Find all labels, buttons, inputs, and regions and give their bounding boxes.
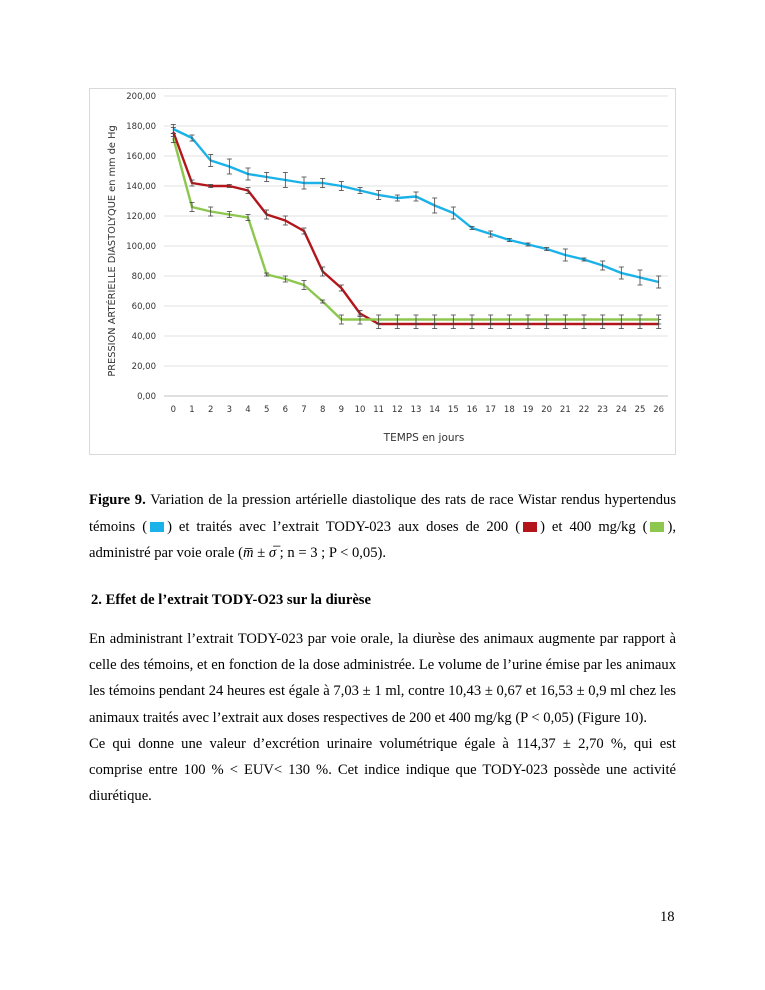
- x-tick-label: 13: [410, 405, 422, 415]
- legend-swatch-200: [523, 522, 537, 532]
- page-number: 18: [660, 909, 675, 925]
- caption-text-5: ; n = 3 ; P < 0,05).: [276, 545, 387, 561]
- x-tick-label: 6: [282, 405, 289, 415]
- x-tick-label: 0: [170, 405, 177, 415]
- x-tick-label: 15: [447, 405, 459, 415]
- x-tick-label: 9: [338, 405, 345, 415]
- y-tick-label: 160,00: [126, 152, 156, 162]
- y-tick-label: 100,00: [126, 242, 156, 252]
- x-tick-label: 14: [429, 405, 441, 415]
- y-tick-label: 180,00: [126, 122, 156, 132]
- x-tick-label: 25: [634, 405, 646, 415]
- body-paragraph-2: Ce qui donne une valeur d’excrétion urinaire volumétrique égale à 114,37 ± 2,70 %, qui est comprise entre 100 % < EUV< 130 %. Cet indice indique que TODY-023 possède une activité diurétique.: [89, 735, 676, 805]
- y-tick-label: 80,00: [131, 272, 156, 282]
- y-tick-label: 120,00: [126, 212, 156, 222]
- series-line-0: [173, 129, 658, 282]
- caption-text-3: ) et 400 mg/kg (: [540, 518, 648, 535]
- y-tick-label: 140,00: [126, 182, 156, 192]
- caption-text-1: Variation de la pression artérielle diastolique des rats de race Wistar rendus hypertendus témoins (: [89, 492, 677, 535]
- x-tick-label: 12: [391, 405, 403, 415]
- caption-text-4: ), administré par voie orale (: [89, 518, 676, 561]
- chart-canvas: [90, 89, 677, 456]
- x-tick-label: 11: [373, 405, 385, 415]
- x-tick-label: 23: [597, 405, 609, 415]
- x-tick-label: 16: [466, 405, 478, 415]
- x-tick-label: 1: [189, 405, 195, 415]
- x-tick-label: 3: [226, 405, 233, 415]
- figure-9-chart: [89, 88, 676, 455]
- y-tick-label: 200,00: [126, 92, 156, 102]
- series-line-1: [173, 132, 658, 324]
- x-tick-label: 22: [578, 405, 590, 415]
- legend-swatch-temoins: [150, 522, 164, 532]
- series-line-2: [173, 138, 658, 320]
- x-tick-label: 18: [503, 405, 515, 415]
- x-tick-label: 10: [354, 405, 366, 415]
- body-text: [89, 626, 676, 809]
- x-tick-label: 20: [541, 405, 553, 415]
- x-tick-label: 26: [653, 405, 665, 415]
- y-tick-label: 60,00: [131, 302, 156, 312]
- figure-label: Figure 9.: [89, 492, 146, 508]
- caption-text-2: ) et traités avec l’extrait TODY-023 aux doses de 200 (: [167, 518, 521, 535]
- y-tick-label: 0,00: [137, 392, 156, 402]
- section-heading: 2. Effet de l’extrait TODY-O23 sur la diurèse: [91, 592, 371, 608]
- x-tick-label: 7: [301, 405, 307, 415]
- x-tick-label: 24: [615, 405, 627, 415]
- x-tick-label: 19: [522, 405, 534, 415]
- y-tick-label: 40,00: [131, 332, 156, 342]
- x-tick-label: 21: [559, 405, 571, 415]
- body-paragraph-1: En administrant l’extrait TODY-023 par voie orale, la diurèse des animaux augmente par rapport à celle des témoins, et en fonction de la dose administrée. Le volume de l’urine émise par les animaux les témoins pendant 24 heures est égale à 7,03 ± 1 ml, contre 10,43 ± 0,67 et 16,53 ± 0,9 ml chez les animaux traités avec l’extrait aux doses respectives de 200 et 400 mg/kg (P < 0,05) (Figure 10).: [89, 631, 676, 726]
- x-tick-label: 2: [207, 405, 214, 415]
- y-axis-title: PRESSION ARTÉRIELLE DIASTOLYQUE en mm de Hg: [107, 125, 118, 377]
- x-tick-label: 4: [245, 405, 251, 415]
- y-tick-label: 20,00: [131, 362, 156, 372]
- figure-caption: [89, 487, 676, 567]
- x-axis-title: TEMPS en jours: [383, 432, 465, 444]
- legend-swatch-400: [650, 522, 664, 532]
- x-tick-label: 8: [319, 405, 326, 415]
- x-tick-label: 17: [485, 405, 497, 415]
- x-tick-label: 5: [263, 405, 270, 415]
- caption-formula: m̅ ± σ̅: [242, 545, 277, 561]
